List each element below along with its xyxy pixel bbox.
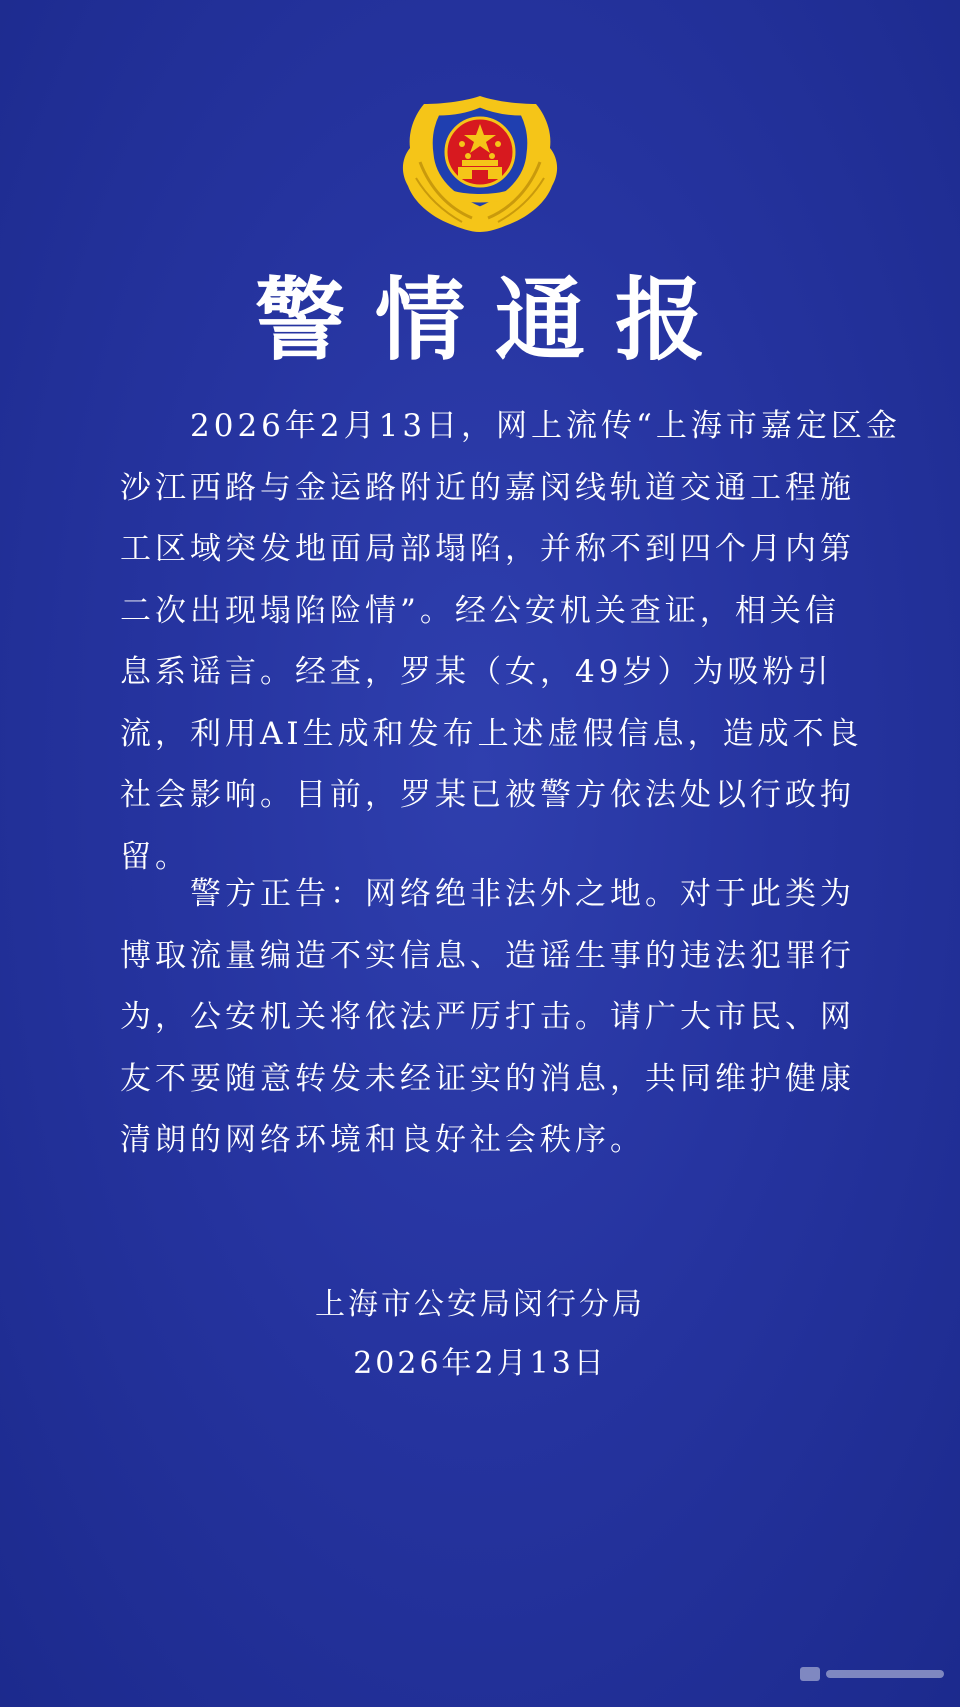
- notice-paragraph-2: [120, 864, 856, 1172]
- watermark-icon: [798, 1659, 948, 1689]
- police-badge-emblem-icon: [400, 92, 560, 234]
- paragraph-line: 沙江西路与金运路附近的嘉闵线轨道交通工程施: [120, 469, 855, 506]
- signature-date: 2026年2月13日: [353, 1346, 607, 1381]
- paragraph-line: 警方正告：网络绝非法外之地。对于此类为: [120, 876, 855, 912]
- paragraph-line: 工区域突发地面局部塌陷，并称不到四个月内第: [120, 531, 855, 567]
- paragraph-line: 博取流量编造不实信息、造谣生事的违法犯罪行: [120, 937, 855, 974]
- signature-organization: 上海市公安局闵行分局: [315, 1287, 645, 1322]
- paragraph-line: 留。: [120, 838, 190, 875]
- paragraph-line: 社会影响。目前，罗某已被警方依法处以行政拘: [120, 777, 855, 813]
- paragraph-line: 二次出现塌陷险情”。经公安机关查证，相关信: [120, 592, 840, 629]
- paragraph-line: 流，利用AI生成和发布上述虚假信息，造成不良: [120, 715, 863, 752]
- notice-paragraph-1: [120, 396, 901, 888]
- notice-title: 警情通报: [255, 267, 735, 373]
- paragraph-line: 息系谣言。经查，罗某（女，49岁）为吸粉引: [120, 654, 833, 690]
- paragraph-line: 2026年2月13日，网上流传“上海市嘉定区金: [120, 408, 901, 444]
- paragraph-line: 清朗的网络环境和良好社会秩序。: [120, 1122, 645, 1158]
- paragraph-line: 友不要随意转发未经证实的消息，共同维护健康: [120, 1060, 855, 1097]
- paragraph-line: 为，公安机关将依法严厉打击。请广大市民、网: [120, 999, 855, 1035]
